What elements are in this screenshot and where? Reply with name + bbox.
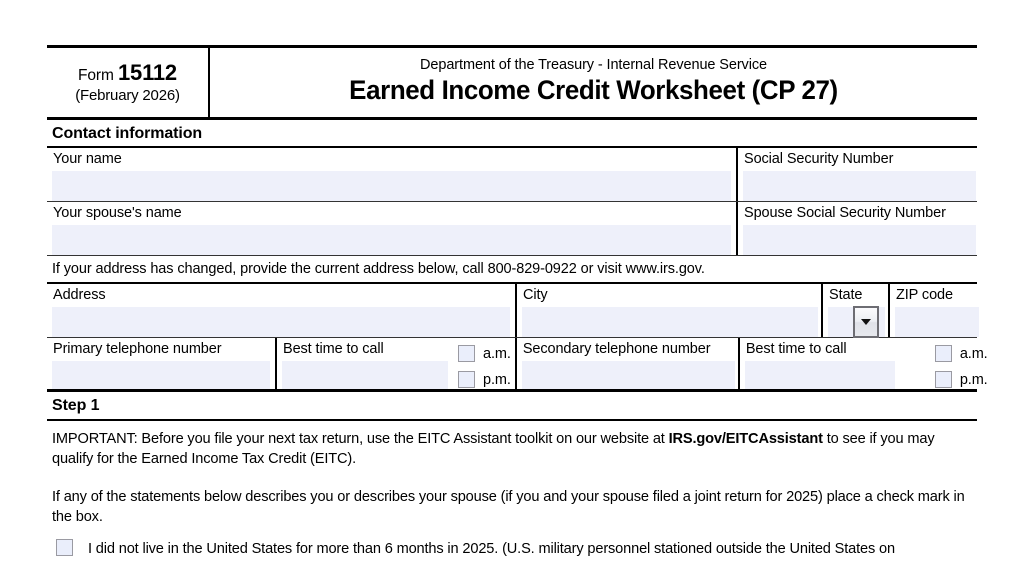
statement-1-checkbox[interactable] xyxy=(56,539,73,556)
am-primary-checkbox[interactable] xyxy=(458,345,475,362)
city-input[interactable] xyxy=(522,307,818,337)
pm-primary-checkbox[interactable] xyxy=(458,371,475,388)
best-time-primary-input[interactable] xyxy=(282,361,448,389)
form-number-line xyxy=(78,60,177,86)
spouse-name-input[interactable] xyxy=(52,225,731,255)
best-time-secondary-cell xyxy=(738,338,913,389)
address-cell xyxy=(47,284,515,337)
step-1-heading: Step 1 xyxy=(52,397,100,414)
zip-input[interactable] xyxy=(895,307,979,337)
state-label: State xyxy=(829,287,863,303)
form-number-cell xyxy=(47,48,210,117)
your-name-label: Your name xyxy=(53,151,122,167)
state-cell xyxy=(821,284,888,337)
important-text-pre: IMPORTANT: Before you file your next tax return, use the EITC Assistant toolkit on our website at xyxy=(52,431,669,447)
address-row xyxy=(47,284,977,337)
am-secondary-checkbox[interactable] xyxy=(935,345,952,362)
secondary-phone-input[interactable] xyxy=(522,361,735,389)
spouse-ssn-cell xyxy=(736,202,977,255)
name-ssn-row xyxy=(47,148,977,201)
form-number: 15112 xyxy=(118,59,177,85)
state-select[interactable] xyxy=(828,307,885,337)
primary-phone-label: Primary telephone number xyxy=(53,341,222,357)
am-primary-label: a.m. xyxy=(483,345,511,362)
pm-primary-option[interactable] xyxy=(458,371,511,388)
zip-cell xyxy=(888,284,977,337)
spouse-name-ssn-row xyxy=(47,202,977,255)
ampm-secondary-group xyxy=(913,338,992,389)
spouse-ssn-input[interactable] xyxy=(743,225,976,255)
best-time-secondary-label: Best time to call xyxy=(745,341,847,357)
spouse-ssn-label: Spouse Social Security Number xyxy=(744,205,946,221)
step-1-instruction-paragraph: If any of the statements below describes you or describes your spouse (if you and your spouse filed a joint return for 2025) place a check mark in the box. xyxy=(52,489,965,525)
primary-phone-cell xyxy=(47,338,275,389)
am-secondary-option[interactable] xyxy=(935,345,988,362)
your-name-input[interactable] xyxy=(52,171,731,201)
chevron-down-icon xyxy=(861,319,871,325)
form-label: Form xyxy=(78,66,114,84)
ssn-cell xyxy=(736,148,977,201)
secondary-phone-label: Secondary telephone number xyxy=(522,341,711,357)
pm-secondary-option[interactable] xyxy=(935,371,988,388)
am-secondary-label: a.m. xyxy=(959,345,988,362)
state-dropdown-button[interactable] xyxy=(853,306,879,338)
statement-row-1 xyxy=(47,527,977,559)
eitc-assistant-link[interactable]: IRS.gov/EITCAssistant xyxy=(668,431,823,447)
city-label: City xyxy=(523,287,548,303)
ssn-label: Social Security Number xyxy=(744,151,894,167)
zip-label: ZIP code xyxy=(896,287,953,303)
best-time-primary-cell xyxy=(275,338,451,389)
pm-secondary-checkbox[interactable] xyxy=(935,371,952,388)
best-time-primary-label: Best time to call xyxy=(283,341,384,357)
telephone-row xyxy=(47,338,988,389)
form-title-cell xyxy=(210,48,977,117)
secondary-phone-cell xyxy=(515,338,738,389)
ssn-input[interactable] xyxy=(743,171,976,201)
statement-1-text: I did not live in the United States for more than 6 months in 2025. (U.S. military personnel stationed outside the United States on xyxy=(88,541,895,557)
page-title: Earned Income Credit Worksheet (CP 27) xyxy=(349,74,838,105)
pm-primary-label: p.m. xyxy=(483,371,511,388)
agency-line: Department of the Treasury - Internal Revenue Service xyxy=(420,56,767,73)
best-time-secondary-input[interactable] xyxy=(745,361,895,389)
important-text-post: to see if you may qualify for the Earned Income Tax Credit (EITC). xyxy=(52,431,935,467)
city-cell xyxy=(515,284,821,337)
am-primary-option[interactable] xyxy=(458,345,511,362)
contact-information-heading: Contact information xyxy=(52,125,203,142)
address-label: Address xyxy=(53,287,106,303)
primary-phone-input[interactable] xyxy=(52,361,270,389)
step-1-important-paragraph xyxy=(47,421,975,469)
your-name-cell xyxy=(47,148,736,201)
spouse-name-cell xyxy=(47,202,736,255)
ampm-primary-group xyxy=(451,338,515,389)
form-header xyxy=(47,48,977,117)
form-revision-date: (February 2026) xyxy=(75,86,180,104)
address-change-notice: If your address has changed, provide the current address below, call 800-829-0922 or visit www.irs.gov. xyxy=(52,261,705,277)
form-frame xyxy=(47,45,988,559)
spouse-name-label: Your spouse's name xyxy=(53,205,182,221)
address-input[interactable] xyxy=(52,307,510,337)
pm-secondary-label: p.m. xyxy=(959,371,988,388)
